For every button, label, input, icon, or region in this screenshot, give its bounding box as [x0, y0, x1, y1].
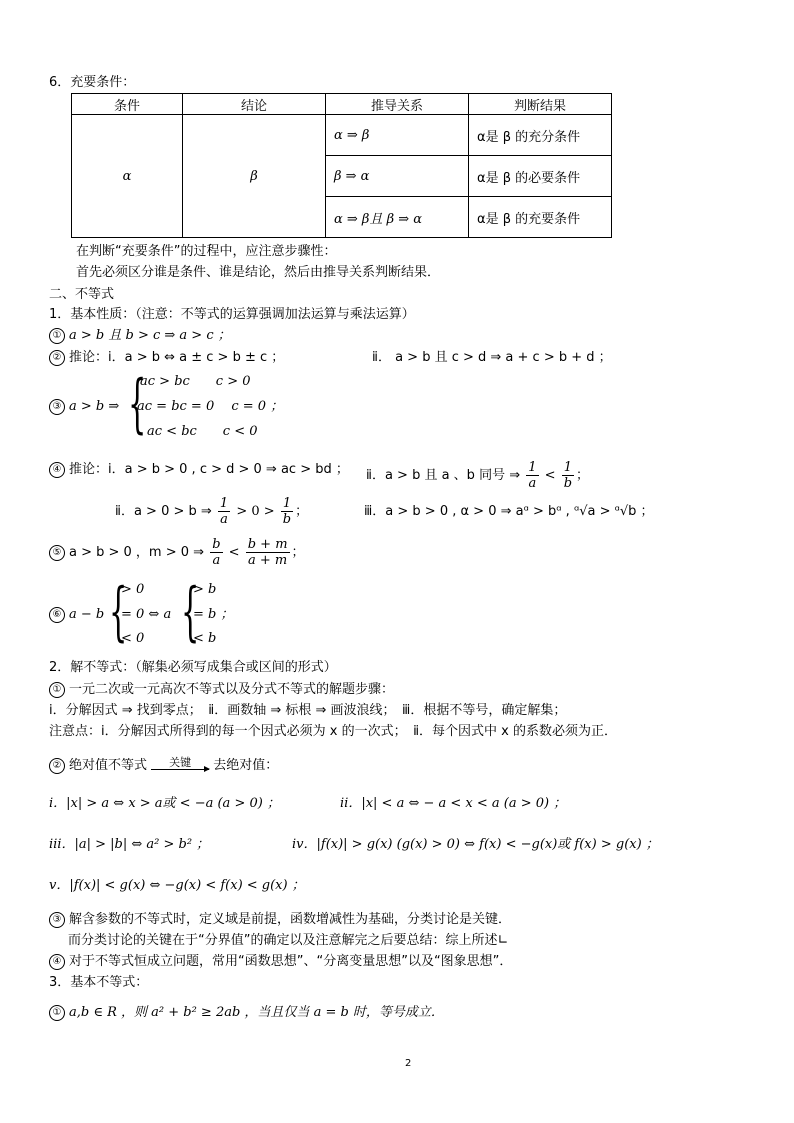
text: 对于不等式恒成立问题，常用“函数思想”、“分离变量思想”以及“图象思想”．: [69, 954, 513, 969]
property-4: [49, 461, 349, 479]
denominator: a + m: [248, 553, 288, 568]
p2-item-1: [49, 681, 394, 699]
result-cell: α是 β 的充要条件: [469, 197, 612, 238]
property-4b: ⅱ．a > b 且 a 、b 同号 ⇒ $\frac{1}{a}$ < $\frac{1}{b}$ ；: [366, 460, 590, 491]
case-line: = 0 ⇔ a: [121, 607, 172, 622]
property-3: [49, 398, 119, 416]
relation-cell: β ⇒ α: [326, 156, 469, 197]
text: 去绝对值：: [213, 758, 279, 773]
numerator: b: [212, 537, 221, 552]
abs-rule: ⅲ．|a| > |b| ⇔ a² > b² ；: [49, 837, 210, 852]
property-2: [49, 349, 284, 367]
formula: ⅱ．a > b 且 a 、b 同号 ⇒: [366, 468, 521, 483]
section-heading: 二、不等式: [49, 287, 115, 302]
condition-cell: α: [72, 115, 183, 238]
text: 而分类讨论的关键在于“分界值”的确定以及注意解完之后要总结：综上所述∟: [68, 933, 509, 948]
result-cell: α是 β 的必要条件: [469, 156, 612, 197]
page-number: 2: [405, 1058, 412, 1069]
text: 解含参数的不等式时，定义域是前提，函数增减性为基础，分类讨论是关键．: [69, 912, 512, 927]
p2-item-4: [49, 953, 512, 971]
header-cell: 推导关系: [326, 94, 469, 115]
abs-rule: ⅰ．|x| > a ⇔ x > a或 < −a (a > 0) ；: [49, 796, 280, 811]
fraction: [218, 496, 230, 527]
formula: a,b ∈ R ，则 a² + b² ≥ 2ab ，当且仅当 a = b 时，等号成立．: [69, 1005, 444, 1020]
brace-icon: {: [181, 575, 200, 649]
text: 绝对值不等式: [69, 758, 148, 773]
header-cell: 结论: [183, 94, 326, 115]
header-cell: 条件: [72, 94, 183, 115]
denominator: a: [220, 512, 228, 527]
fraction: [246, 537, 290, 568]
formula: a > b 且 b > c ⇒ a > c ；: [69, 328, 231, 343]
text: 一元二次或一元高次不等式以及分式不等式的解题步骤：: [69, 682, 395, 697]
note-line: 注意点：ⅰ．分解因式所得到的每一个因式必须为 x 的一次式； ⅱ．每个因式中 x 的系数必须为正．: [49, 724, 617, 739]
case-line: ac < bc c < 0: [147, 424, 258, 439]
case-line: ac > bc c > 0: [140, 374, 251, 389]
subsection-title: 2．解不等式：（解集必须写成集合或区间的形式）: [49, 660, 337, 675]
circled-number: ③: [49, 399, 65, 415]
circled-number: ⑤: [49, 545, 65, 561]
denominator: b: [282, 512, 292, 527]
fraction: [281, 496, 293, 527]
relation-cell: α ⇒ β: [326, 115, 469, 156]
case-line: > b: [193, 582, 217, 597]
formula: 推论：ⅰ．a > b ⇔ a ± c > b ± c ；: [69, 350, 285, 365]
p2-item-3: [49, 911, 511, 929]
case-line: < 0: [121, 631, 145, 646]
table-row: [72, 115, 612, 156]
formula: ⅱ．a > 0 > b ⇒: [115, 504, 212, 519]
formula: a − b: [69, 607, 105, 622]
circled-number: ②: [49, 350, 65, 366]
result-cell: α是 β 的充分条件: [469, 115, 612, 156]
property-5: ⑤ a > b > 0 ，m > 0 ⇒ $\frac{b}{a}$ < $\frac{b + m}{a + m}$ ；: [49, 535, 305, 571]
formula: 推论：ⅰ．a > b > 0 , c > d > 0 ⇒ ac > bd ；: [69, 462, 349, 477]
subsection-title: 1．基本性质：（注意：不等式的运算强调加法运算与乘法运算）: [49, 307, 415, 322]
circled-number: ①: [49, 682, 65, 698]
note-line: 首先必须区分谁是条件、谁是结论，然后由推导关系判断结果．: [76, 265, 441, 280]
denominator: b: [563, 476, 573, 491]
p2-item-2: [49, 757, 278, 775]
note-line: 在判断“充要条件”的过程中，应注意步骤性：: [76, 244, 337, 259]
subsection-title: 3．基本不等式：: [49, 975, 149, 990]
circled-number: ④: [49, 462, 65, 478]
numerator: 1: [219, 496, 229, 511]
numerator: 1: [282, 496, 292, 511]
brace-icon: {: [109, 575, 128, 649]
circled-number: ①: [49, 1005, 65, 1021]
brace-icon: {: [128, 367, 147, 441]
circled-number: ②: [49, 758, 65, 774]
relation-cell: α ⇒ β且 β ⇒ α: [326, 197, 469, 238]
fraction: [526, 460, 538, 491]
abs-rule: ⅳ．|f(x)| > g(x) (g(x) > 0) ⇔ f(x) < −g(x)或 f(x) > g(x) ；: [292, 837, 659, 852]
fraction: [562, 460, 574, 491]
formula: a > b > 0 ，m > 0 ⇒: [69, 545, 205, 560]
conclusion-cell: β: [183, 115, 326, 238]
conditions-table: [71, 93, 612, 238]
section-6-title: 6．充要条件：: [49, 75, 136, 90]
header-cell: 判断结果: [469, 94, 612, 115]
case-line: < b: [193, 631, 217, 646]
circled-number: ①: [49, 328, 65, 344]
formula: ⅱ． a > b 且 c > d ⇒ a + c > b + d ；: [372, 350, 612, 365]
abs-rule: ⅴ．|f(x)| < g(x) ⇔ −g(x) < f(x) < g(x) ；: [49, 878, 305, 893]
property-4c: ⅱ．a > 0 > b ⇒ $\frac{1}{a}$ > 0 > $\frac{1}{b}$ ；: [115, 496, 309, 527]
steps-line: ⅰ．分解因式 ⇒ 找到零点； ⅱ．画数轴 ⇒ 标根 ⇒ 画波浪线； ⅲ．根据不等号，确定解集；: [49, 703, 567, 718]
case-line: ac = bc = 0 c = 0 ；: [137, 399, 284, 414]
case-line: > 0: [121, 582, 145, 597]
abs-rule: ⅱ．|x| < a ⇔ − a < x < a (a > 0) ；: [340, 796, 567, 811]
fraction: [210, 537, 222, 568]
numerator: b + m: [247, 537, 288, 552]
numerator: 1: [563, 460, 572, 475]
circled-number: ⑥: [49, 607, 65, 623]
p3-item-1: [49, 1004, 444, 1022]
numerator: 1: [528, 460, 537, 475]
property-6: [49, 606, 104, 624]
circled-number: ④: [49, 954, 65, 970]
key-arrow-icon: [151, 757, 209, 774]
arrow-label: 关键: [169, 756, 192, 769]
property-1: [49, 327, 231, 345]
table-header-row: [72, 94, 612, 115]
circled-number: ③: [49, 912, 65, 928]
formula: a > b ⇒: [69, 399, 120, 414]
denominator: a: [528, 476, 537, 491]
denominator: a: [212, 553, 221, 568]
formula: ⅲ．a > b > 0 , α > 0 ⇒ aᵅ > bᵅ , ᵅ√a > ᵅ√b ；: [364, 504, 654, 519]
case-line: = b ；: [193, 607, 234, 622]
